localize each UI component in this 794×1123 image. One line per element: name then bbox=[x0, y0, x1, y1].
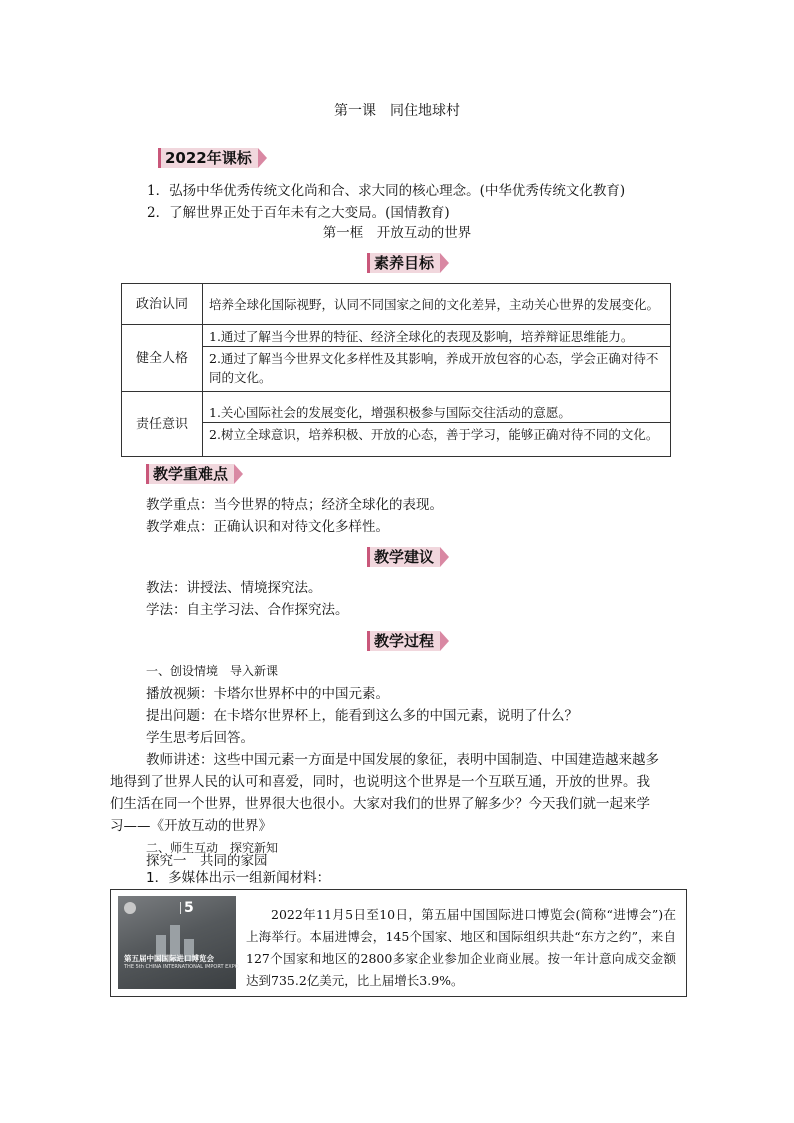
advice-teach: 教法：讲授法、情境探究法。 bbox=[146, 580, 322, 596]
expo-number: 5 bbox=[184, 900, 194, 916]
goals-item: 2.通过了解当今世界文化多样性及其影响，养成开放包容的心态，学会正确对待不同的文化。 bbox=[203, 346, 670, 389]
divider bbox=[180, 902, 181, 914]
process-teacher-line-1: 教师讲述：这些中国元素一方面是中国发展的象征，表明中国制造、中国建造越来越多 bbox=[146, 752, 659, 768]
news-text: 2022年11月5日至10日，第五届中国国际进口博览会(简称“进博会”)在上海举行。本届进博会，145个国家、地区和国际组织共赴“东方之约”，来自127个国家和地区的2800多家企业参加企业商业展。按一年计意向成交金额达到735.2亿美元，比上届增长3.9%。 bbox=[246, 907, 676, 988]
process-teacher-line-2: 地得到了世界人民的认可和喜爱，同时，也说明这个世界是一个互联互通，开放的世界。我 bbox=[110, 774, 650, 790]
curriculum-item-1: 1．弘扬中华优秀传统文化尚和合、求大同的核心理念。(中华优秀传统文化教育) bbox=[147, 183, 626, 199]
badge-arrow-icon bbox=[440, 547, 449, 567]
goals-item: 1.关心国际社会的发展变化，增强积极参与国际交往活动的意愿。 bbox=[209, 404, 571, 420]
process-section-2: 二、师生互动 探究新知 bbox=[146, 841, 279, 855]
badge-arrow-icon bbox=[234, 464, 243, 484]
goals-head-personality: 健全人格 bbox=[122, 325, 203, 392]
badge-goals bbox=[367, 252, 449, 274]
goals-item: 2.树立全球意识，培养积极、开放的心态，善于学习，能够正确对待不同的文化。 bbox=[203, 422, 670, 446]
process-question: 提出问题：在卡塔尔世界杯上，能看到这么多的中国元素，说明了什么？ bbox=[146, 708, 578, 724]
process-section-1: 一、创设情境 导入新课 bbox=[146, 664, 279, 678]
news-box bbox=[110, 889, 687, 997]
process-students: 学生思考后回答。 bbox=[146, 730, 254, 746]
keypoint-key: 教学重点：当今世界的特点；经济全球化的表现。 bbox=[146, 497, 443, 513]
goals-item: 1.通过了解当今世界的特征、经济全球化的表现及影响，培养辩证思维能力。 bbox=[209, 329, 634, 344]
badge-keypoints bbox=[146, 463, 243, 485]
process-video: 播放视频：卡塔尔世界杯中的中国元素。 bbox=[146, 686, 389, 702]
goals-head-political: 政治认同 bbox=[122, 284, 203, 325]
expo-logo-icon bbox=[124, 902, 136, 914]
goals-table bbox=[121, 283, 671, 457]
process-teacher-line-4: 习——《开放互动的世界》 bbox=[110, 818, 272, 834]
table-row bbox=[122, 325, 671, 392]
expo-image bbox=[118, 896, 239, 989]
process-explore-1: 探究一 共同的家园 bbox=[146, 853, 268, 869]
goals-head-responsibility: 责任意识 bbox=[122, 392, 203, 457]
expo-caption-en: THE 5th CHINA INTERNATIONAL IMPORT EXPO bbox=[124, 964, 239, 970]
table-row bbox=[122, 284, 671, 325]
process-teacher-line-3: 们生活在同一个世界，世界很大也很小。大家对我们的世界了解多少？今天我们就一起来学 bbox=[110, 796, 650, 812]
badge-goals-label: 素养目标 bbox=[367, 253, 440, 273]
page-title: 第一课 同住地球村 bbox=[334, 103, 460, 119]
badge-curriculum-label: 2022年课标 bbox=[158, 148, 258, 168]
expo-caption: 第五届中国国际进口博览会 bbox=[124, 954, 214, 963]
process-media: 1．多媒体出示一组新闻材料： bbox=[146, 870, 331, 886]
advice-learn: 学法：自主学习法、合作探究法。 bbox=[146, 602, 349, 618]
badge-advice bbox=[367, 546, 449, 568]
badge-arrow-icon bbox=[258, 148, 267, 168]
badge-process bbox=[367, 630, 449, 652]
keypoint-difficult: 教学难点：正确认识和对待文化多样性。 bbox=[146, 519, 389, 535]
badge-advice-label: 教学建议 bbox=[367, 547, 440, 567]
badge-arrow-icon bbox=[440, 253, 449, 273]
badge-curriculum bbox=[158, 147, 267, 169]
subtitle: 第一框 开放互动的世界 bbox=[322, 225, 472, 241]
table-row bbox=[122, 392, 671, 457]
badge-keypoints-label: 教学重难点 bbox=[146, 464, 234, 484]
goals-item: 培养全球化国际视野，认同不同国家之间的文化差异，主动关心世界的发展变化。 bbox=[203, 284, 671, 325]
curriculum-item-2: 2．了解世界正处于百年未有之大变局。(国情教育) bbox=[147, 205, 450, 221]
badge-process-label: 教学过程 bbox=[367, 631, 440, 651]
badge-arrow-icon bbox=[440, 631, 449, 651]
